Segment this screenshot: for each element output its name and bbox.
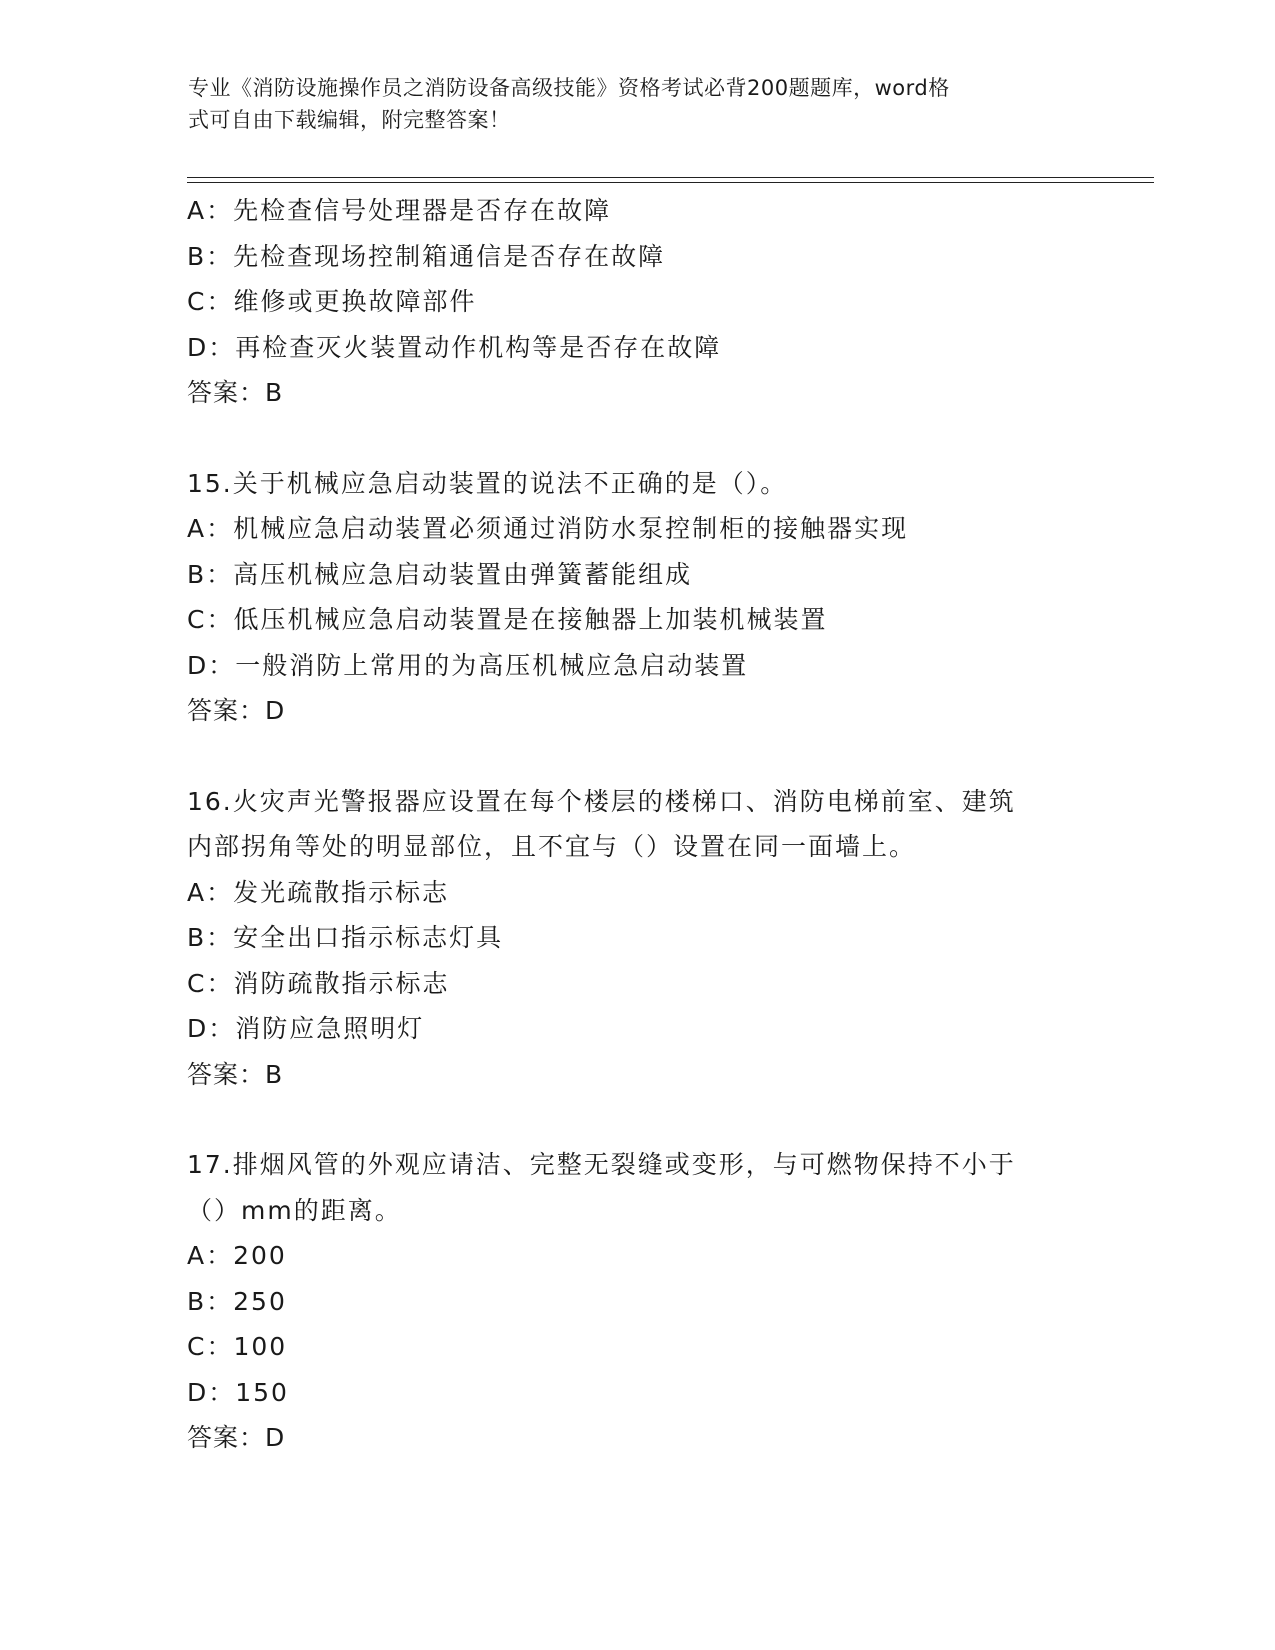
option-c: C：低压机械应急启动装置是在接触器上加装机械装置 (187, 605, 828, 634)
header-divider-bottom (187, 182, 1154, 183)
option-a: A：先检查信号处理器是否存在故障 (187, 196, 612, 225)
question-stem-line-2: 内部拐角等处的明显部位，且不宜与（）设置在同一面墙上。 (187, 832, 917, 861)
header-divider-top (187, 177, 1154, 178)
option-c: C：100 (187, 1332, 288, 1361)
option-b: B：先检查现场控制箱通信是否存在故障 (187, 241, 666, 271)
option-d: D：消防应急照明灯 (187, 1014, 425, 1043)
question-block-15 (187, 461, 1087, 734)
answer-line: 答案：B (187, 378, 284, 407)
question-stem-line-1: 16.火灾声光警报器应设置在每个楼层的楼梯口、消防电梯前室、建筑 (187, 786, 1016, 816)
intro-line-1: 专业《消防设施操作员之消防设备高级技能》资格考试必背200题题库，word格 (188, 76, 950, 100)
spacer (187, 1097, 1087, 1142)
spacer (187, 416, 1087, 461)
answer-line: 答案：B (187, 1059, 284, 1089)
question-block-16 (187, 779, 1087, 1098)
question-block-17 (187, 1142, 1087, 1461)
question-block-14 (187, 188, 1087, 416)
intro-line-2: 式可自由下载编辑，附完整答案！ (188, 108, 511, 132)
question-stem: 15.关于机械应急启动装置的说法不正确的是（）。 (187, 468, 788, 498)
option-d: D：再检查灭火装置动作机构等是否存在故障 (187, 332, 722, 362)
option-b: B：安全出口指示标志灯具 (187, 923, 504, 952)
option-a: A：机械应急启动装置必须通过消防水泵控制柜的接触器实现 (187, 514, 909, 543)
spacer (187, 734, 1087, 779)
answer-line: 答案：D (187, 696, 286, 725)
option-c: C：消防疏散指示标志 (187, 968, 450, 998)
option-d: D：一般消防上常用的为高压机械应急启动装置 (187, 650, 749, 680)
question-stem-line-1: 17.排烟风管的外观应请洁、完整无裂缝或变形，与可燃物保持不小于 (187, 1150, 1016, 1179)
question-list (187, 188, 1087, 1461)
option-a: A：200 (187, 1241, 287, 1270)
document-intro (188, 72, 1068, 136)
option-c: C：维修或更换故障部件 (187, 287, 477, 316)
question-stem-line-2: （）mm的距离。 (187, 1195, 402, 1225)
option-d: D：150 (187, 1377, 289, 1407)
option-b: B：250 (187, 1286, 287, 1316)
option-a: A：发光疏散指示标志 (187, 877, 450, 907)
answer-line: 答案：D (187, 1423, 286, 1452)
option-b: B：高压机械应急启动装置由弹簧蓄能组成 (187, 559, 693, 589)
